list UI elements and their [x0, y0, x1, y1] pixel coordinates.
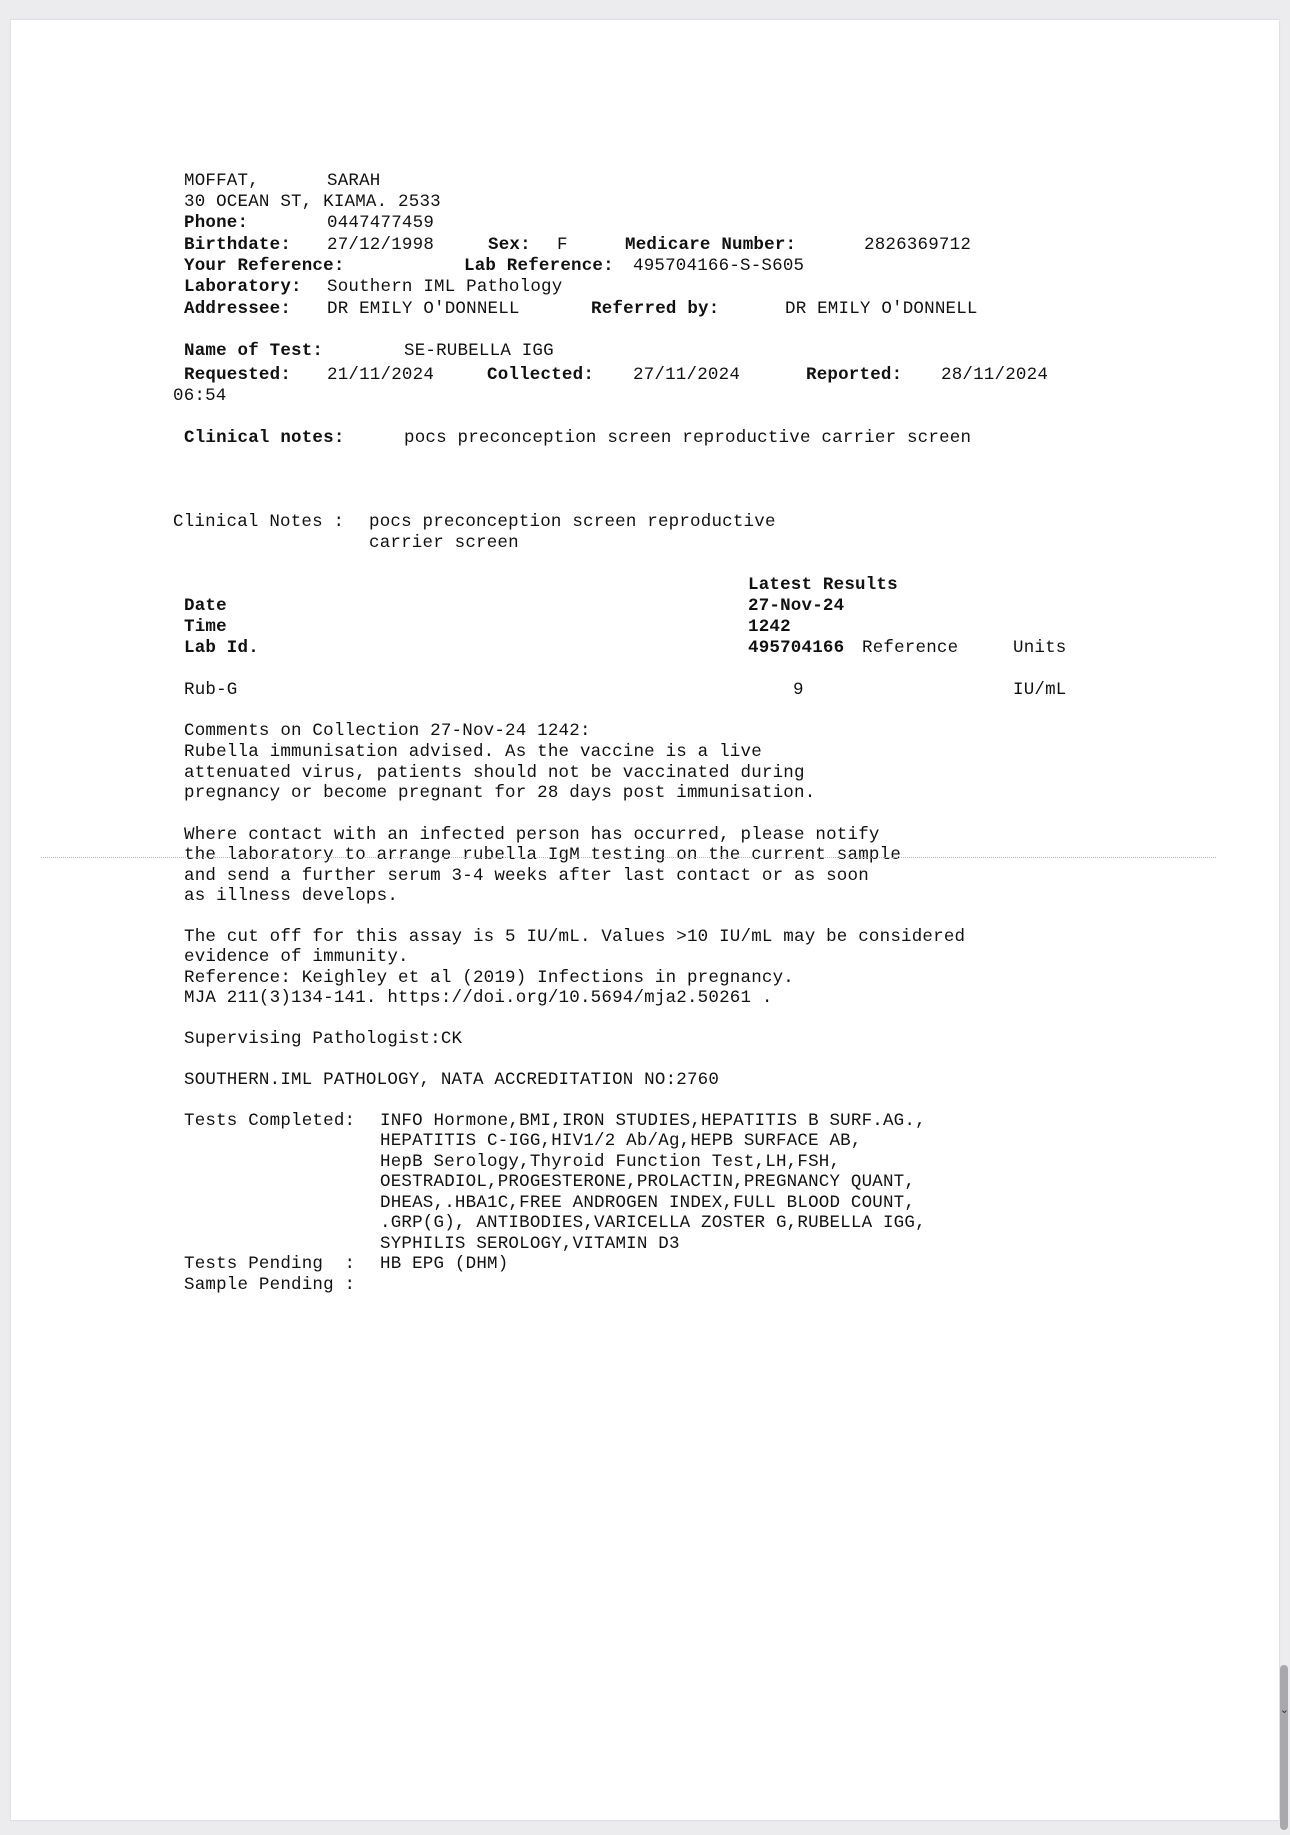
medicare-label: Medicare Number:: [625, 235, 797, 255]
comment-line: as illness develops.: [184, 886, 399, 906]
birthdate-label: Birthdate:: [184, 235, 292, 255]
comment-line: evidence of immunity.: [184, 947, 409, 967]
comment-line: The cut off for this assay is 5 IU/mL. Values >10 IU/mL may be considered: [184, 927, 966, 947]
comment-line: attenuated virus, patients should not be vaccinated during: [184, 763, 805, 783]
collected-label: Collected:: [487, 365, 595, 385]
report-page: [11, 20, 1279, 1820]
reported-time: 06:54: [173, 386, 227, 406]
laboratory-value: Southern IML Pathology: [327, 277, 563, 297]
comment-line: pregnancy or become pregnant for 28 days post immunisation.: [184, 783, 816, 803]
referred-by-label: Referred by:: [591, 299, 720, 319]
test-name-label: Name of Test:: [184, 341, 324, 361]
sex-value: F: [557, 235, 568, 255]
notes-block-line2: carrier screen: [369, 533, 519, 553]
phone-label: Phone:: [184, 213, 249, 233]
supervising-pathologist: Supervising Pathologist:CK: [184, 1029, 463, 1049]
tests-pending-label: Tests Pending :: [184, 1254, 356, 1274]
latest-results-heading: Latest Results: [748, 575, 898, 595]
lab-id-value: 495704166: [748, 638, 845, 658]
comment-line: Rubella immunisation advised. As the vaccine is a live: [184, 742, 762, 762]
tests-pending-value: HB EPG (DHM): [380, 1254, 509, 1274]
phone-value: 0447477459: [327, 213, 435, 233]
comment-line: and send a further serum 3-4 weeks after last contact or as soon: [184, 866, 869, 886]
patient-given-name: SARAH: [327, 171, 381, 191]
addressee-value: DR EMILY O'DONNELL: [327, 299, 520, 319]
tests-completed-line: SYPHILIS SEROLOGY,VITAMIN D3: [380, 1234, 680, 1254]
tests-completed-line: .GRP(G), ANTIBODIES,VARICELLA ZOSTER G,RUBELLA IGG,: [380, 1213, 926, 1233]
vertical-scrollbar[interactable]: [1280, 1665, 1288, 1830]
collected-value: 27/11/2024: [633, 365, 741, 385]
requested-value: 21/11/2024: [327, 365, 435, 385]
result-value: 9: [793, 680, 804, 700]
tests-completed-line: OESTRADIOL,PROGESTERONE,PROLACTIN,PREGNANCY QUANT,: [380, 1172, 916, 1192]
comment-line: MJA 211(3)134-141. https://doi.org/10.5694/mja2.50261 .: [184, 988, 773, 1008]
reported-value: 28/11/2024: [941, 365, 1049, 385]
page-fold-line: [41, 857, 1216, 858]
result-units: IU/mL: [1013, 680, 1067, 700]
sex-label: Sex:: [488, 235, 531, 255]
lab-id-label: Lab Id.: [184, 638, 259, 658]
referred-by-value: DR EMILY O'DONNELL: [785, 299, 978, 319]
patient-surname: MOFFAT,: [184, 171, 259, 191]
date-value: 27-Nov-24: [748, 596, 845, 616]
lab-reference-value: 495704166-S-S605: [633, 256, 805, 276]
laboratory-label: Laboratory:: [184, 277, 302, 297]
time-value: 1242: [748, 617, 791, 637]
requested-label: Requested:: [184, 365, 292, 385]
comment-line: the laboratory to arrange rubella IgM testing on the current sample: [184, 845, 902, 865]
tests-completed-line: DHEAS,.HBA1C,FREE ANDROGEN INDEX,FULL BLOOD COUNT,: [380, 1193, 916, 1213]
reference-column-header: Reference: [862, 638, 959, 658]
tests-completed-line: INFO Hormone,BMI,IRON STUDIES,HEPATITIS B SURF.AG.,: [380, 1111, 926, 1131]
comment-line: Reference: Keighley et al (2019) Infections in pregnancy.: [184, 968, 794, 988]
accreditation-line: SOUTHERN.IML PATHOLOGY, NATA ACCREDITATION NO:2760: [184, 1070, 720, 1090]
lab-reference-label: Lab Reference:: [464, 256, 614, 276]
addressee-label: Addressee:: [184, 299, 292, 319]
sample-pending-label: Sample Pending :: [184, 1275, 356, 1295]
units-column-header: Units: [1013, 638, 1067, 658]
test-name-value: SE-RUBELLA IGG: [404, 341, 554, 361]
birthdate-value: 27/12/1998: [327, 235, 435, 255]
notes-block-line1: pocs preconception screen reproductive: [369, 512, 776, 532]
reported-label: Reported:: [806, 365, 903, 385]
tests-completed-line: HEPATITIS C-IGG,HIV1/2 Ab/Ag,HEPB SURFACE AB,: [380, 1131, 862, 1151]
clinical-notes-label: Clinical notes:: [184, 428, 345, 448]
date-label: Date: [184, 596, 227, 616]
result-test-code: Rub-G: [184, 680, 238, 700]
tests-completed-label: Tests Completed:: [184, 1111, 356, 1131]
chevron-down-icon[interactable]: ⌄: [1279, 1703, 1289, 1716]
comment-line: Where contact with an infected person has occurred, please notify: [184, 825, 880, 845]
comments-heading: Comments on Collection 27-Nov-24 1242:: [184, 721, 591, 741]
your-reference-label: Your Reference:: [184, 256, 345, 276]
patient-address: 30 OCEAN ST, KIAMA. 2533: [184, 192, 441, 212]
medicare-value: 2826369712: [864, 235, 972, 255]
notes-block-label: Clinical Notes :: [173, 512, 345, 532]
tests-completed-line: HepB Serology,Thyroid Function Test,LH,FSH,: [380, 1152, 841, 1172]
clinical-notes-value: pocs preconception screen reproductive carrier screen: [404, 428, 972, 448]
time-label: Time: [184, 617, 227, 637]
